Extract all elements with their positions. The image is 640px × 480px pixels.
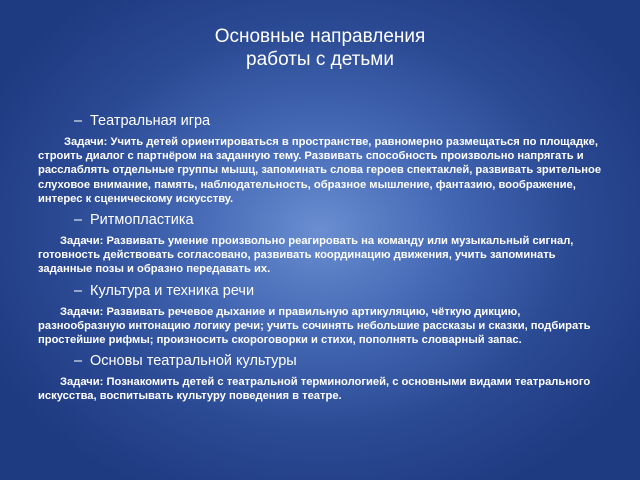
task-label: Задачи: [60, 305, 100, 318]
task-text: : Познакомить детей с театральной терминологией, с основными видами театрального искусства, воспитывать культуру поведения в театре.: [38, 376, 591, 403]
title-line-2: работы с детьми: [246, 49, 394, 70]
bullet-dash: –: [74, 113, 83, 129]
section-heading-theatre-culture: [38, 352, 604, 370]
task-paragraph-rhythmoplastics: [38, 234, 604, 277]
heading-text: Ритмопластика: [90, 212, 194, 229]
section-heading-theatrical-game: [38, 112, 604, 130]
section-heading-speech-culture: [38, 282, 604, 300]
bullet-dash: –: [74, 212, 83, 229]
task-text: : Учить детей ориентироваться в пространстве, равномерно размещаться по площадке, строить диалог с партнёром на заданную тему. Развивать способность произвольно напрягать и расслаблять отдельные группы мышц, запоминать слова героев спектаклей, развивать зрительное слуховое внимание, память, наблюдательность, образное мышление, фантазию, воображение, интерес к сценическому искусству.: [38, 136, 602, 205]
task-text: : Развивать речевое дыхание и правильную артикуляцию, чёткую дикцию, разнообразную интонацию логику речи; учить сочинять небольшие рассказы и сказки, подбирать простейшие рифмы; произносить скороговорки и стихи, пополнять словарный запас.: [38, 305, 591, 347]
content: [38, 112, 604, 404]
bullet-dash: –: [74, 282, 83, 299]
task-text: : Развивать умение произвольно реагировать на команду или музыкальный сигнал, готовность действовать согласовано, развивать координацию движения, учить запоминать заданные позы и образно передавать их.: [38, 235, 574, 276]
section-heading-rhythmoplastics: [38, 211, 604, 229]
heading-text: Основы театральной культуры: [90, 353, 297, 370]
task-label: Задачи: [64, 136, 104, 148]
task-paragraph-theatrical-game: [38, 135, 604, 206]
heading-text: Культура и техника речи: [90, 282, 255, 299]
title-line-1: Основные направления: [214, 26, 426, 47]
task-label: Задачи: [60, 376, 100, 389]
task-label: Задачи: [60, 235, 100, 248]
task-paragraph-speech-culture: [38, 305, 604, 348]
bullet-dash: –: [74, 353, 83, 370]
slide-title: [0, 25, 640, 71]
task-paragraph-theatre-culture: [38, 375, 604, 403]
heading-text: Театральная игра: [90, 113, 211, 129]
